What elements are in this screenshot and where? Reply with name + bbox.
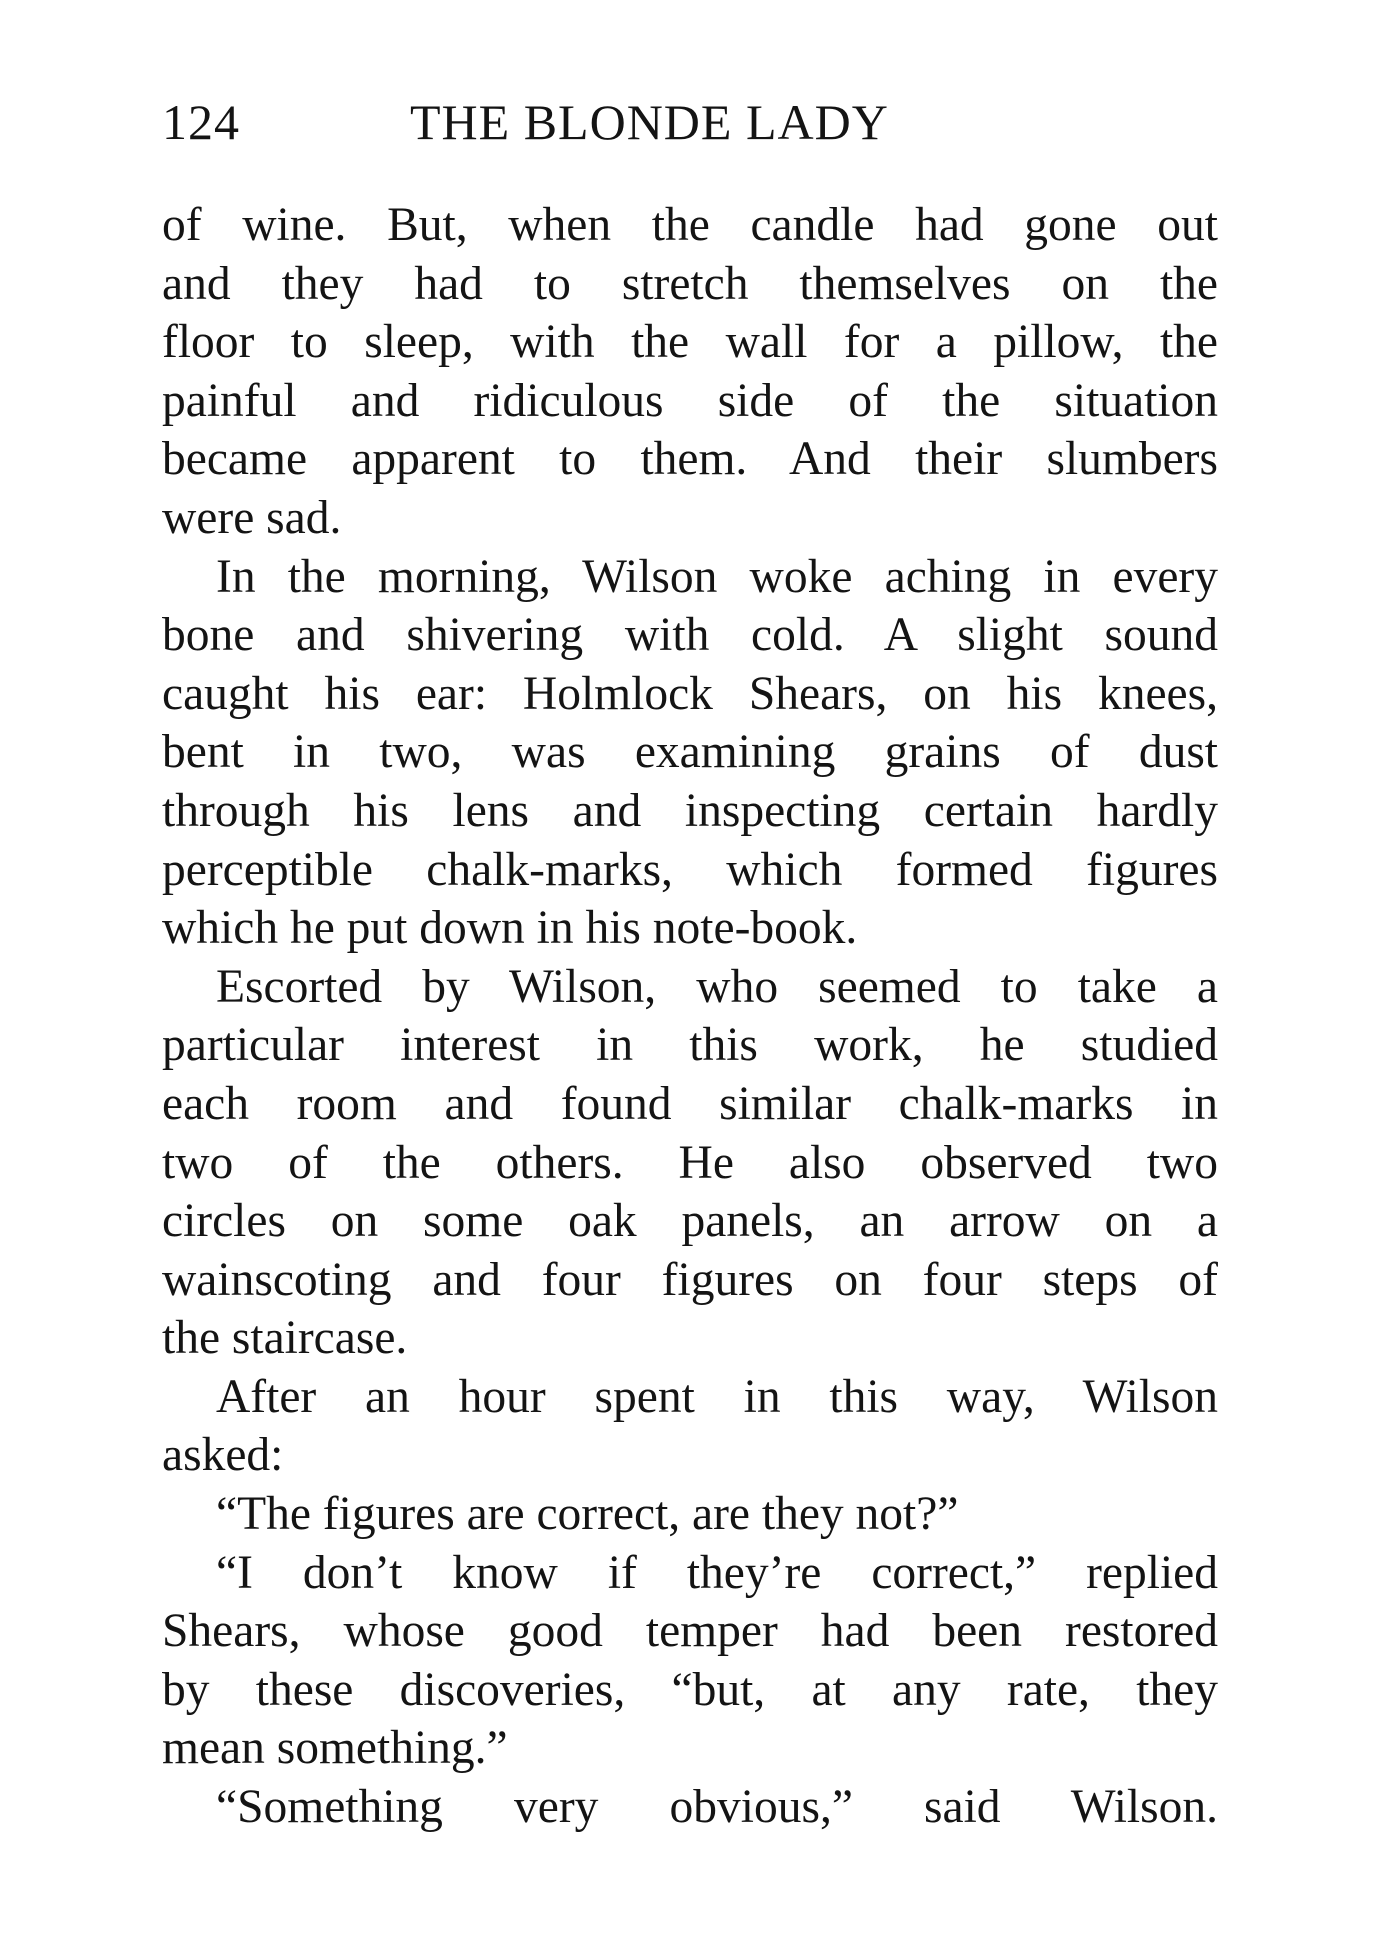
running-head bbox=[162, 92, 1222, 152]
text-line: perceptible chalk-marks, which formed figures bbox=[162, 843, 1218, 896]
text-line: floor to sleep, with the wall for a pillow, the bbox=[162, 316, 1218, 369]
text-line: Shears, whose good temper had been restored bbox=[162, 1605, 1218, 1658]
text-line: bent in two, was examining grains of dust bbox=[162, 726, 1218, 779]
text-line: became apparent to them. And their slumbers bbox=[162, 433, 1218, 486]
paragraph bbox=[162, 958, 1218, 1368]
text-line: painful and ridiculous side of the situation bbox=[162, 374, 1218, 427]
text-line: were sad. bbox=[162, 491, 342, 544]
text-line: each room and found similar chalk-marks in bbox=[162, 1077, 1218, 1130]
text-line: two of the others. He also observed two bbox=[162, 1136, 1218, 1189]
text-line: “I don’t know if they’re correct,” replied bbox=[216, 1546, 1218, 1599]
paragraph bbox=[162, 196, 1218, 548]
paragraph bbox=[162, 548, 1218, 958]
page-number: 124 bbox=[162, 94, 240, 150]
text-line: In the morning, Wilson woke aching in every bbox=[216, 550, 1218, 603]
text-line: asked: bbox=[162, 1429, 284, 1482]
paragraph bbox=[162, 1368, 1218, 1485]
body-text bbox=[162, 196, 1218, 1837]
paragraph bbox=[162, 1778, 1218, 1837]
text-line: by these discoveries, “but, at any rate, they bbox=[162, 1663, 1218, 1716]
text-line: which he put down in his note-book. bbox=[162, 902, 858, 955]
text-line: bone and shivering with cold. A slight sound bbox=[162, 609, 1218, 662]
text-line: and they had to stretch themselves on the bbox=[162, 257, 1218, 310]
text-line: through his lens and inspecting certain hardly bbox=[162, 784, 1218, 837]
text-line: particular interest in this work, he studied bbox=[162, 1019, 1218, 1072]
text-line: circles on some oak panels, an arrow on a bbox=[162, 1195, 1218, 1248]
text-line: Escorted by Wilson, who seemed to take a bbox=[216, 960, 1218, 1013]
paragraph bbox=[162, 1544, 1218, 1778]
paragraph bbox=[162, 1485, 1218, 1544]
text-line: mean something.” bbox=[162, 1722, 508, 1775]
text-line: the staircase. bbox=[162, 1312, 408, 1365]
text-line: “The figures are correct, are they not?” bbox=[216, 1488, 959, 1541]
text-line: caught his ear: Holmlock Shears, on his knees, bbox=[162, 667, 1218, 720]
text-line: After an hour spent in this way, Wilson bbox=[216, 1370, 1218, 1423]
text-line: “Something very obvious,” said Wilson. bbox=[216, 1781, 1218, 1834]
text-line: of wine. But, when the candle had gone out bbox=[162, 199, 1218, 251]
text-line: wainscoting and four figures on four steps of bbox=[162, 1253, 1218, 1306]
running-title: THE BLONDE LADY bbox=[410, 94, 889, 150]
